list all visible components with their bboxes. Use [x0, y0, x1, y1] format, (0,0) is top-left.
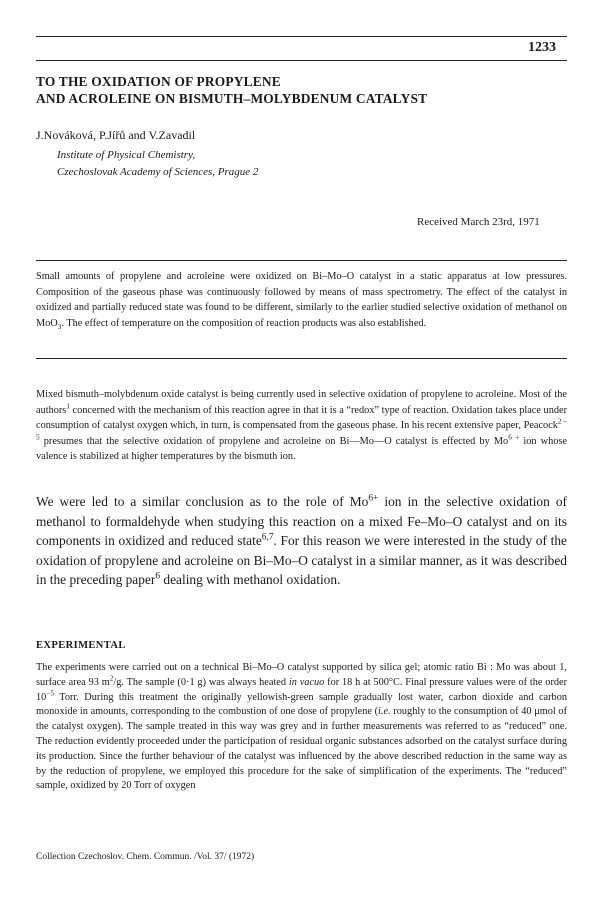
- authors: J.Nováková, P.Jířů and V.Zavadil: [36, 128, 196, 142]
- exp-italic-1: in vacuo: [288, 676, 325, 688]
- article-title: [36, 74, 567, 107]
- journal-footer: Collection Czechoslov. Chem. Commun. /Vol. 37/ (1972): [36, 852, 255, 862]
- affiliation: [57, 147, 258, 181]
- intro-text-c: presumes that the selective oxidation of propylene and acroleine on Bi—Mo—O catalyst is effected by Mo: [39, 435, 509, 447]
- abstract: [36, 269, 567, 331]
- header-rule-lower: [36, 60, 567, 61]
- main-text-a: We were led to a similar conclusion as to the role of Mo: [36, 494, 369, 509]
- abstract-subscript: 3: [57, 322, 62, 331]
- main-text-d: dealing with methanol oxidation.: [160, 572, 341, 587]
- exp-superscript-2: −5: [46, 689, 54, 698]
- title-line-1: TO THE OXIDATION OF PROPYLENE: [36, 74, 281, 89]
- main-citation-1: 6,7: [261, 532, 274, 543]
- abstract-text: Small amounts of propylene and acroleine were oxidized on Bi–Mo–O catalyst in a static apparatus at low pressures. Composition of the gaseous phase was continuously followed by means of mass spectrometry. The effect of the catalyst in oxidized and partially reduced state was found to be different, similarly to the earlier studied selective oxidation of methanol on MoO: [36, 271, 567, 329]
- main-text-c: . For this reason we were interested in the study of the oxidation of propylene and acroleine on Bi–Mo–O catalyst in a similar manner, as it was described in the preceding paper: [36, 533, 567, 587]
- intro-citation-1: 1: [66, 402, 70, 411]
- intro-paragraph: [36, 387, 567, 465]
- intro-text-d: ion whose valence is stabilized at higher temperatures by the bismuth ion.: [36, 435, 567, 463]
- main-paragraph: [36, 492, 567, 590]
- received-date: Received March 23rd, 1971: [417, 216, 540, 228]
- abstract-top-rule: [36, 260, 567, 261]
- affiliation-line-2: Czechoslovak Academy of Sciences, Prague 2: [57, 166, 259, 178]
- section-heading: EXPERIMENTAL: [36, 640, 126, 651]
- title-line-2: AND ACROLEINE ON BISMUTH–MOLYBDENUM CATALYST: [36, 90, 428, 106]
- abstract-bottom-rule: [36, 358, 567, 359]
- main-text-b: ion in the selective oxidation of methanol to formaldehyde when studying this reaction on a mixed Fe–Mo–O catalyst and on its components in oxidized and reduced state: [36, 494, 567, 548]
- page-number: 1233: [528, 40, 556, 55]
- exp-text-2: /g. The sample (0·1 g) was always heated: [113, 676, 289, 688]
- intro-superscript-ion: 6 +: [508, 433, 520, 442]
- exp-italic-2: i.e.: [378, 706, 391, 718]
- intro-citation-2: 2 – 5: [36, 417, 567, 442]
- affiliation-line-1: Institute of Physical Chemistry,: [57, 149, 196, 161]
- header-rule: [36, 36, 567, 37]
- exp-superscript-1: 2: [109, 674, 114, 683]
- exp-text-4: Torr. During this treatment the originally yellowish-green sample gradually lost water, carbon dioxide and carbon monoxide in amounts, corresponding to the combustion of one dose of propylene (: [36, 691, 567, 718]
- abstract-text-end: . The effect of temperature on the composition of reaction products was also established.: [61, 317, 427, 329]
- main-superscript-ion: 6+: [368, 493, 379, 504]
- exp-text-3: for 18 h at 500°C. Final pressure values were of the order 10: [36, 676, 568, 703]
- main-citation-2: 6: [155, 571, 161, 582]
- exp-text-5: roughly to the consumption of 40 μmol of the catalyst oxygen). The sample treated in this way was grey and in further measurements was referred to as “reduced” one. The reduction evidently proceeded under the participation of residual organic substances adsorbed on the catalyst surface during its production. Since the further behaviour of the catalyst was influenced by the above described reduction in the same way as by the reduction of propylene, we employed this procedure for the sake of simplification of the experiments. The “reduced” sample, oxidized by 20 Torr of oxygen: [36, 706, 568, 792]
- intro-text-b: concerned with the mechanism of this reaction agree in that it is a “redox” type of reaction. Oxidation takes place under consumption of catalyst oxygen which, in turn, is compensated from the gaseous phase. In his recent extensive paper, Peacock: [36, 404, 567, 432]
- experimental-paragraph: [36, 661, 567, 794]
- intro-text-a: Mixed bismuth–molybdenum oxide catalyst is being currently used in selective oxidation of propylene to acroleine. Most of the authors: [36, 389, 567, 416]
- exp-text-1: The experiments were carried out on a technical Bi–Mo–O catalyst supported by silica gel; atomic ratio Bi : Mo was about 1, surface area 93 m: [36, 662, 567, 688]
